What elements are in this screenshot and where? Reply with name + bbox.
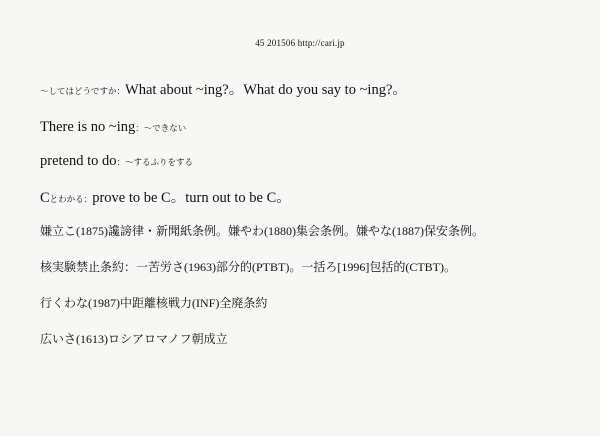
mnemonic-line-test-ban: 核実験禁止条約：一苦労さ(1963)部分的(PTBT)。一括ろ[1996]包括的(CTBT)。: [40, 260, 456, 274]
phrase-line-what-about: [40, 78, 407, 99]
phrase-line-there-is-no: [40, 118, 186, 136]
mnemonic-line-romanov: 広いさ(1613)ロシアロマノフ朝成立: [40, 332, 228, 346]
english-phrase: There is no ~ing: [40, 119, 136, 135]
english-phrase: prove to be C。turn out to be C。: [92, 190, 291, 206]
english-phrase: What about ~ing?。What do you say to ~ing?。: [125, 82, 407, 98]
page-header: 45 201506 http://cari.jp: [255, 38, 345, 48]
phrase-line-pretend: [40, 152, 193, 170]
japanese-meaning: ：〜するふりをする: [116, 158, 194, 168]
english-phrase: pretend to do: [40, 153, 117, 169]
phrase-line-prove-to-be: [40, 186, 291, 207]
english-c: C: [40, 190, 50, 206]
mnemonic-line-inf-treaty: 行くわな(1987)中距離核戦力(INF)全廃条約: [40, 296, 268, 310]
mnemonic-line-meiji-laws: 嫌立こ(1875)讒謗律・新聞紙条例。嫌やわ(1880)集会条例。嫌やな(1887)保安条例。: [40, 224, 484, 238]
japanese-meaning: ：〜できない: [135, 124, 187, 134]
japanese-meaning: 〜してはどうですか：: [40, 87, 126, 97]
japanese-meaning: とわかる：: [49, 195, 93, 205]
